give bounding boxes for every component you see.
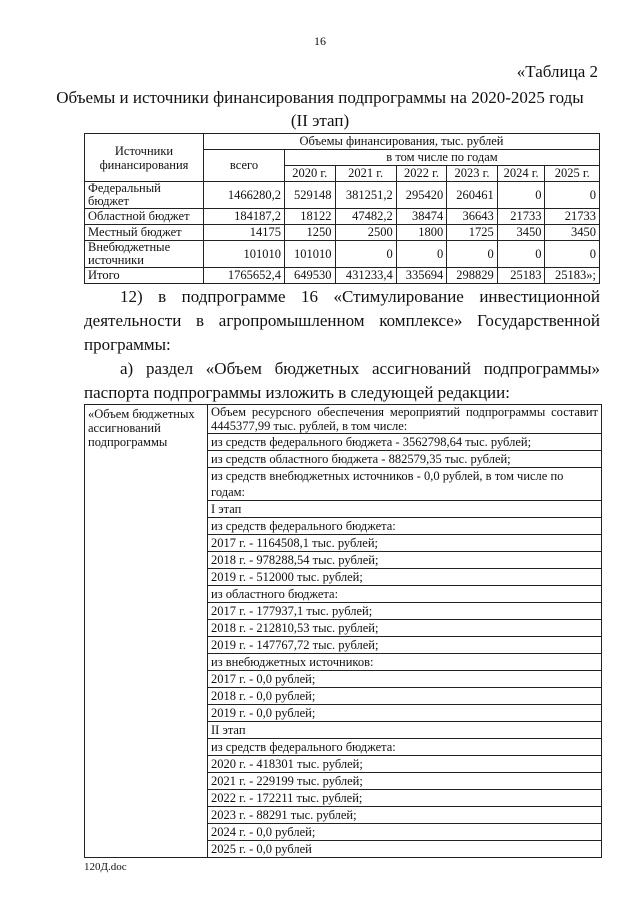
passport-line: 2024 г. - 0,0 рублей; — [208, 824, 601, 841]
row-value: 3450 — [497, 225, 545, 241]
file-name: 120Д.doc — [84, 861, 127, 873]
passport-line: из средств федерального бюджета - 3562798,64 тыс. рублей; — [208, 434, 601, 451]
row-value: 25183 — [497, 268, 545, 284]
passport-table — [84, 404, 602, 858]
passport-line: I этап — [208, 501, 601, 518]
row-value: 47482,2 — [335, 209, 396, 225]
row-value: 101010 — [285, 241, 336, 268]
row-name: Областной бюджет — [85, 209, 204, 225]
row-total: 1765652,4 — [204, 268, 285, 284]
header-year: 2023 г. — [447, 166, 498, 182]
row-value: 529148 — [285, 182, 336, 209]
row-name: Местный бюджет — [85, 225, 204, 241]
passport-line: из средств федерального бюджета: — [208, 518, 601, 535]
row-total: 14175 — [204, 225, 285, 241]
row-name: Итого — [85, 268, 204, 284]
row-value: 0 — [497, 182, 545, 209]
passport-line: 2018 г. - 212810,53 тыс. рублей; — [208, 620, 601, 637]
header-year: 2020 г. — [285, 166, 336, 182]
passport-line: из внебюджетных источников: — [208, 654, 601, 671]
financing-table — [84, 133, 600, 284]
passport-line: 2023 г. - 88291 тыс. рублей; — [208, 807, 601, 824]
header-year: 2025 г. — [545, 166, 600, 182]
passport-line: из средств областного бюджета - 882579,35 тыс. рублей; — [208, 451, 601, 468]
header-year: 2024 г. — [497, 166, 545, 182]
row-value: 298829 — [447, 268, 498, 284]
row-value: 1250 — [285, 225, 336, 241]
passport-line: Объем ресурсного обеспечения мероприятий подпрограммы составит 4445377,99 тыс. рублей, в том числе: — [208, 405, 601, 434]
row-value: 1725 — [447, 225, 498, 241]
passport-right-cell — [208, 405, 602, 858]
row-value: 431233,4 — [335, 268, 396, 284]
table-row — [85, 268, 600, 284]
table-title — [0, 86, 640, 132]
row-value: 0 — [545, 241, 600, 268]
row-value: 25183»; — [545, 268, 600, 284]
passport-line: 2017 г. - 177937,1 тыс. рублей; — [208, 603, 601, 620]
row-total: 101010 — [204, 241, 285, 268]
row-value: 21733 — [545, 209, 600, 225]
passport-line: 2019 г. - 147767,72 тыс. рублей; — [208, 637, 601, 654]
row-value: 38474 — [396, 209, 447, 225]
passport-line: 2021 г. - 229199 тыс. рублей; — [208, 773, 601, 790]
passport-line: II этап — [208, 722, 601, 739]
passport-line: 2025 г. - 0,0 рублей — [211, 842, 312, 856]
passport-line: из средств федерального бюджета: — [208, 739, 601, 756]
table-row — [85, 209, 600, 225]
row-total: 1466280,2 — [204, 182, 285, 209]
passport-line: 2019 г. - 512000 тыс. рублей; — [208, 569, 601, 586]
row-value: 36643 — [447, 209, 498, 225]
passport-line: из областного бюджета: — [208, 586, 601, 603]
row-value: 2500 — [335, 225, 396, 241]
row-value: 0 — [545, 182, 600, 209]
header-by-year: в том числе по годам — [285, 150, 600, 166]
row-value: 335694 — [396, 268, 447, 284]
page-number: 16 — [314, 34, 326, 48]
passport-line: 2020 г. - 418301 тыс. рублей; — [208, 756, 601, 773]
passport-line: 2018 г. - 0,0 рублей; — [208, 688, 601, 705]
header-year: 2022 г. — [396, 166, 447, 182]
passport-line: 2017 г. - 0,0 рублей; — [208, 671, 601, 688]
table-row — [85, 241, 600, 268]
passport-line: 2022 г. - 172211 тыс. рублей; — [208, 790, 601, 807]
row-value: 0 — [335, 241, 396, 268]
row-value: 649530 — [285, 268, 336, 284]
row-value: 0 — [447, 241, 498, 268]
row-value: 1800 — [396, 225, 447, 241]
row-value: 0 — [396, 241, 447, 268]
header-source: Источники финансирования — [85, 134, 204, 182]
title-line-1: Объемы и источники финансирования подпрограммы на 2020-2025 годы — [56, 88, 584, 107]
header-total: всего — [204, 150, 285, 182]
table-row — [85, 225, 600, 241]
row-name: Внебюджетные источники — [85, 241, 204, 268]
row-value: 18122 — [285, 209, 336, 225]
table-label: «Таблица 2 — [516, 62, 598, 81]
row-value: 3450 — [545, 225, 600, 241]
row-value: 260461 — [447, 182, 498, 209]
row-total: 184187,2 — [204, 209, 285, 225]
passport-left-cell: «Объем бюджетных ассигнований подпрограммы — [85, 405, 208, 858]
row-name: Федеральный бюджет — [85, 182, 204, 209]
header-volume: Объемы финансирования, тыс. рублей — [204, 134, 600, 150]
row-value: 0 — [497, 241, 545, 268]
header-year: 2021 г. — [335, 166, 396, 182]
table-row — [85, 182, 600, 209]
paragraph-12: 12) в подпрограмме 16 «Стимулирование инвестиционной деятельности в агропромышленном комплексе» Государственной программы: — [84, 287, 600, 354]
passport-line: из средств внебюджетных источников - 0,0 рублей, в том числе по годам: — [208, 468, 601, 501]
passport-line: 2017 г. - 1164508,1 тыс. рублей; — [208, 535, 601, 552]
passport-line: 2018 г. - 978288,54 тыс. рублей; — [208, 552, 601, 569]
paragraph-a: а) раздел «Объем бюджетных ассигнований подпрограммы» паспорта подпрограммы изложить в следующей редакции: — [84, 359, 600, 402]
row-value: 381251,2 — [335, 182, 396, 209]
passport-line: 2019 г. - 0,0 рублей; — [208, 705, 601, 722]
title-line-2: (II этап) — [290, 111, 350, 130]
row-value: 295420 — [396, 182, 447, 209]
row-value: 21733 — [497, 209, 545, 225]
